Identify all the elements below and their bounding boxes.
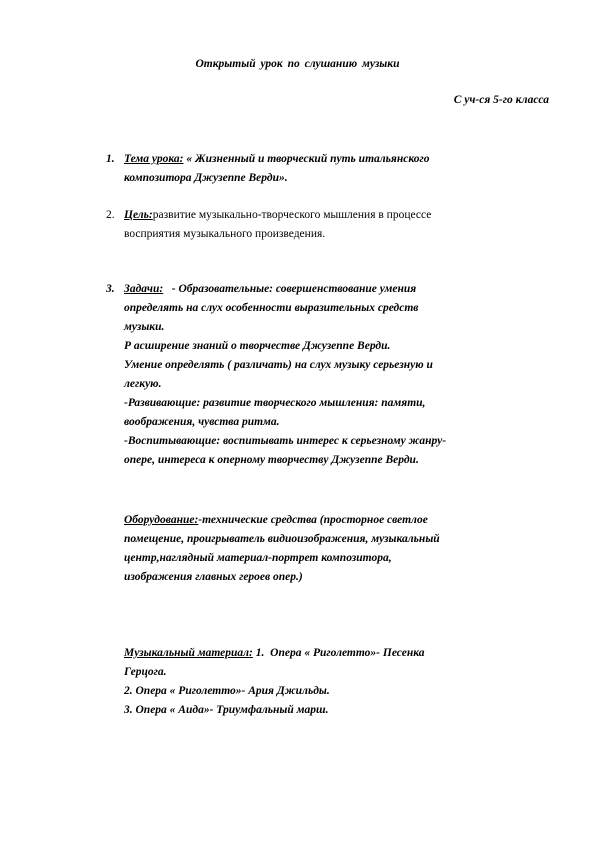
music-line: 2. Опера « Риголетто»- Ария Джильды.	[124, 685, 330, 697]
music-line: Герцога.	[124, 666, 167, 678]
goal-label: Цель:	[124, 209, 153, 221]
music-line: 3. Опера « Аида»- Триумфальный марш.	[124, 704, 329, 716]
topic-line: « Жизненный и творческий путь итальянского	[186, 153, 430, 165]
tasks-line: Р асширение знаний о творчестве Джузеппе Верди.	[124, 340, 391, 352]
list-item-topic	[106, 150, 536, 188]
tasks-line: музыки.	[124, 321, 165, 333]
list-number: 2.	[106, 209, 115, 221]
equipment-line: -технические средства (просторное светлое	[198, 514, 428, 526]
equipment-label: Оборудование:	[124, 514, 199, 526]
equipment-line: помещение, проигрыватель видиоизображения, музыкальный	[124, 533, 440, 545]
list-number: 3.	[106, 283, 115, 295]
equipment-section	[124, 511, 544, 587]
list-item-tasks	[106, 280, 536, 470]
tasks-line: легкую.	[124, 378, 162, 390]
equipment-line: центр,наглядный материал-портрет композитора,	[124, 552, 392, 564]
list-item-goal	[106, 206, 536, 244]
equipment-line: изображения главных героев опер.)	[124, 571, 303, 583]
tasks-line: опере, интереса к оперному творчеству Джузеппе Верди.	[124, 454, 419, 466]
tasks-line: Умение определять ( различать) на слух музыку серьезную и	[124, 359, 433, 371]
tasks-line: воображения, чувства ритма.	[124, 416, 280, 428]
document-title: Открытый урок по слушанию музыки	[195, 58, 400, 70]
goal-line: восприятия музыкального произведения.	[124, 228, 326, 240]
tasks-line: - Образовательные: совершенствование умения	[163, 283, 417, 295]
topic-label: Тема урока:	[124, 153, 184, 165]
music-line: 1. Опера « Риголетто»- Песенка	[252, 647, 425, 659]
music-material-label: Музыкальный материал:	[124, 647, 253, 659]
topic-line: композитора Джузеппе Верди».	[124, 172, 288, 184]
music-material-section	[124, 644, 544, 720]
tasks-line: -Воспитывающие: воспитывать интерес к серьезному жанру-	[124, 435, 447, 447]
tasks-line: -Развивающие: развитие творческого мышления: памяти,	[124, 397, 426, 409]
grade-label: С уч-ся 5-го класса	[453, 94, 549, 106]
goal-line: развитие музыкально-творческого мышления в процессе	[152, 209, 432, 221]
list-number: 1.	[106, 153, 115, 165]
tasks-label: Задачи:	[124, 283, 164, 295]
tasks-line: определять на слух особенности выразительных средств	[124, 302, 419, 314]
